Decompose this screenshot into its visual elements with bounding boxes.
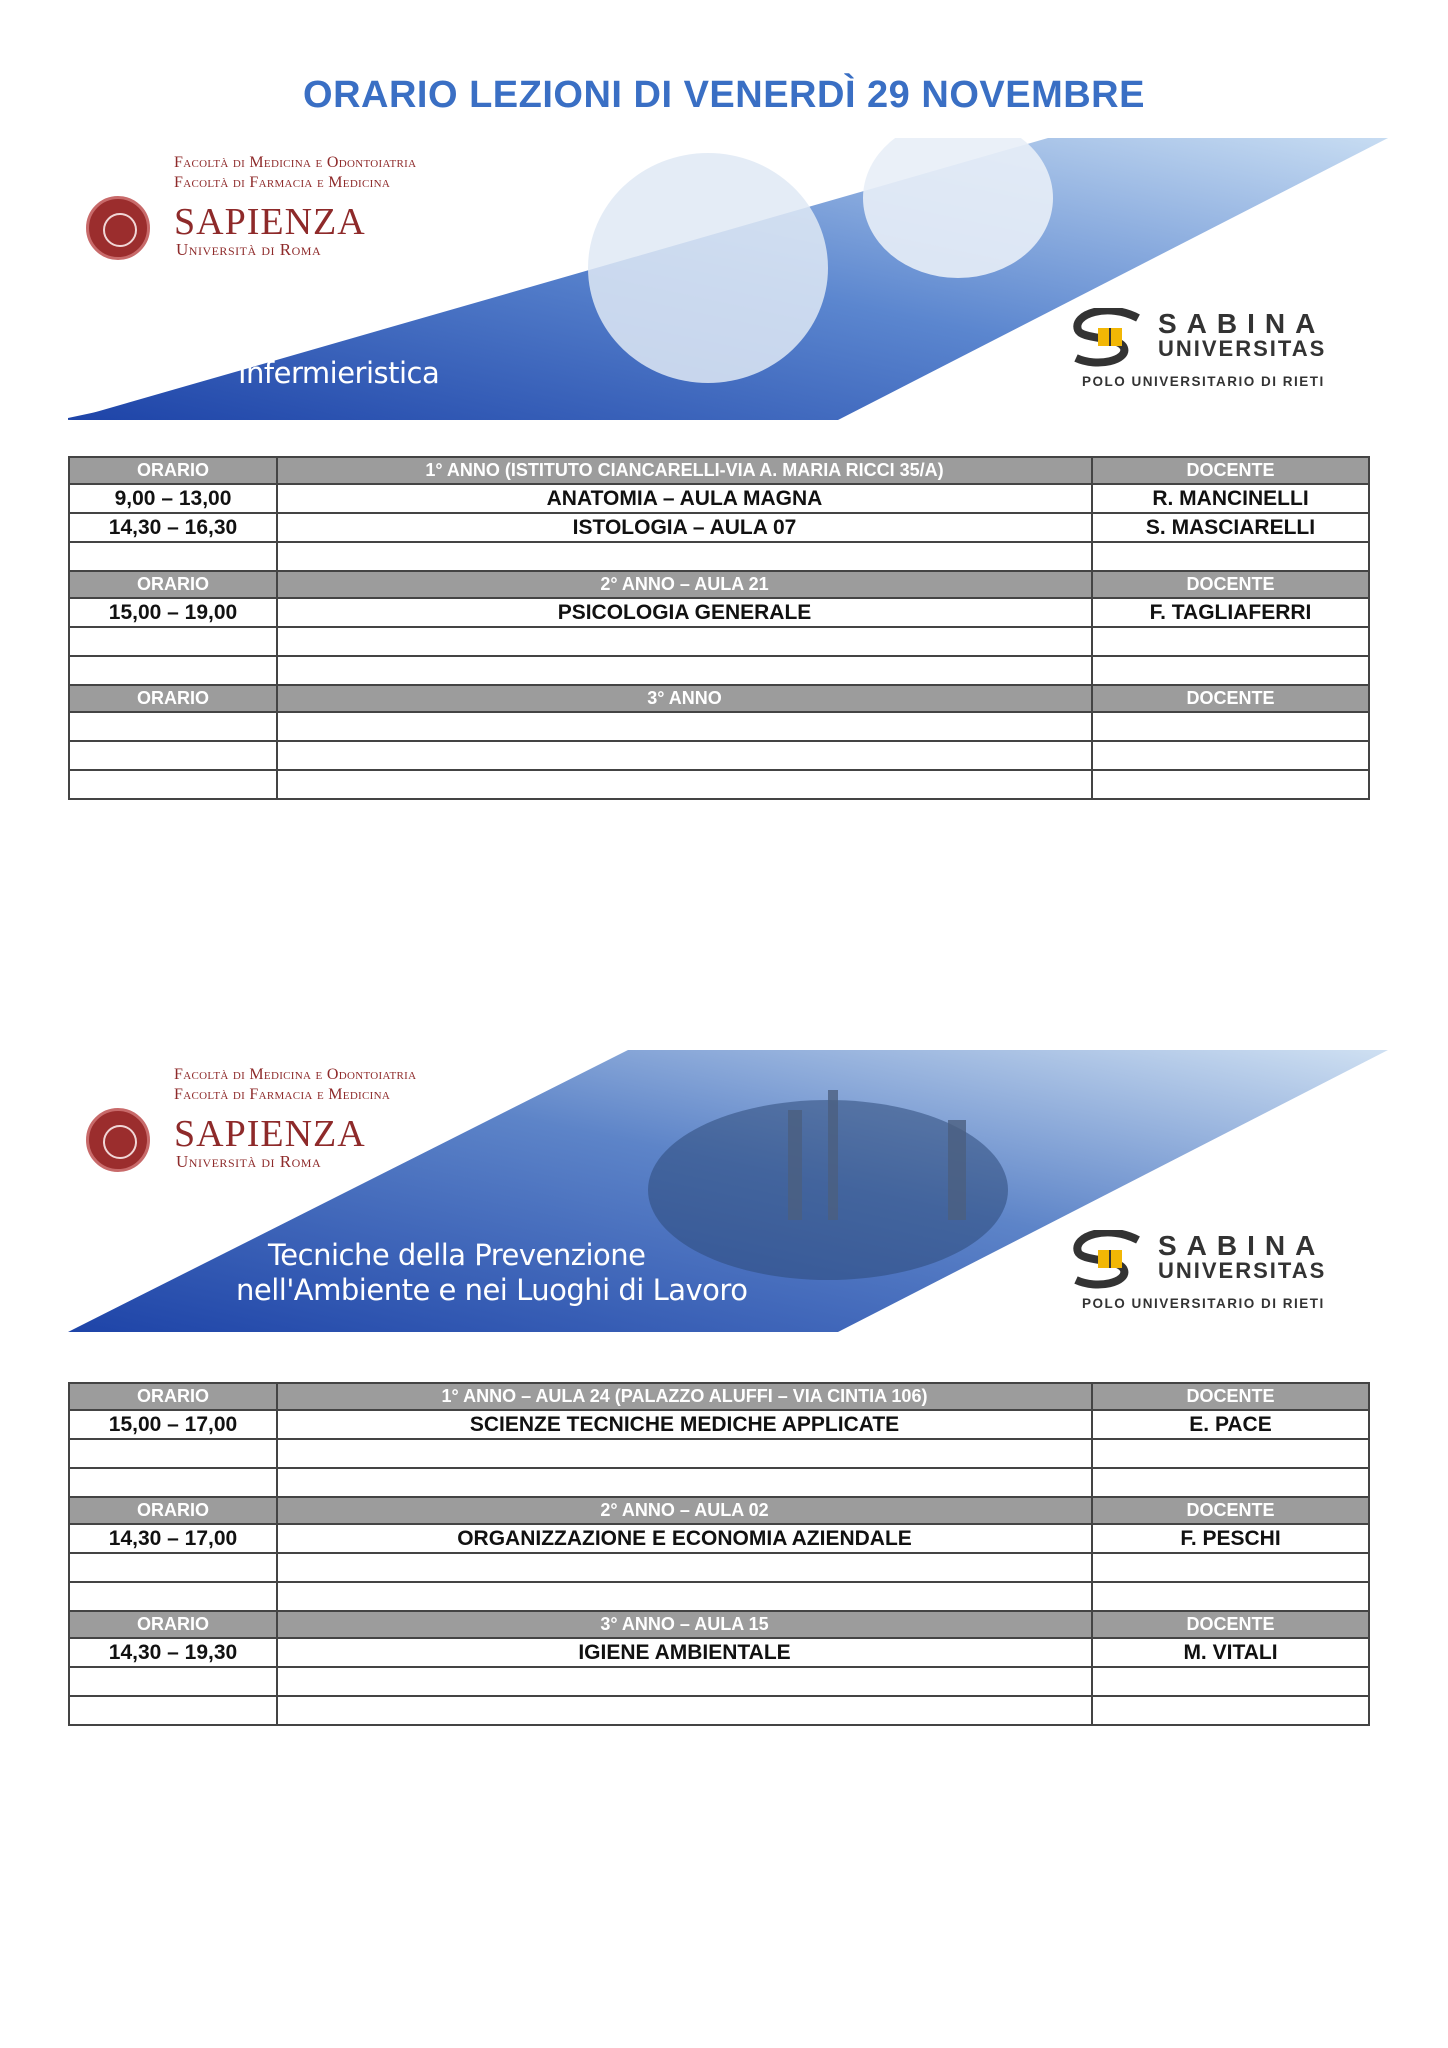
course-name-line-1: Tecniche della Prevenzione bbox=[268, 1238, 646, 1272]
time-cell: 14,30 – 17,00 bbox=[69, 1524, 277, 1553]
table-row bbox=[69, 484, 1369, 513]
time-cell: 14,30 – 19,30 bbox=[69, 1638, 277, 1667]
header-cell: DOCENTE bbox=[1092, 571, 1369, 598]
time-cell bbox=[69, 627, 277, 656]
table-row bbox=[69, 1553, 1369, 1582]
table-header-row bbox=[69, 1497, 1369, 1524]
header-cell: ORARIO bbox=[69, 457, 277, 484]
course-cell bbox=[277, 656, 1092, 685]
teacher-cell: M. VITALI bbox=[1092, 1638, 1369, 1667]
time-cell bbox=[69, 656, 277, 685]
course-cell bbox=[277, 1439, 1092, 1468]
sabina-title: SABINA bbox=[1158, 308, 1326, 339]
sabina-logo bbox=[1068, 308, 1378, 398]
sabina-title: SABINA bbox=[1158, 1230, 1326, 1261]
teacher-cell: S. MASCIARELLI bbox=[1092, 513, 1369, 542]
teacher-cell bbox=[1092, 1553, 1369, 1582]
table-row bbox=[69, 598, 1369, 627]
teacher-cell bbox=[1092, 1667, 1369, 1696]
header-cell: ORARIO bbox=[69, 1383, 277, 1410]
time-cell bbox=[69, 1553, 277, 1582]
teacher-cell: F. TAGLIAFERRI bbox=[1092, 598, 1369, 627]
teacher-cell bbox=[1092, 542, 1369, 571]
header-cell: 2° ANNO – AULA 02 bbox=[277, 1497, 1092, 1524]
course-cell bbox=[277, 1696, 1092, 1725]
time-cell bbox=[69, 712, 277, 741]
table-row bbox=[69, 1582, 1369, 1611]
faculty-line-1: Facoltà di Medicina e Odontoiatria bbox=[174, 1066, 417, 1083]
table-row bbox=[69, 656, 1369, 685]
sapienza-seal-icon bbox=[86, 1108, 150, 1172]
teacher-cell: R. MANCINELLI bbox=[1092, 484, 1369, 513]
header-cell: ORARIO bbox=[69, 1611, 277, 1638]
header-cell: ORARIO bbox=[69, 685, 277, 712]
time-cell: 9,00 – 13,00 bbox=[69, 484, 277, 513]
header-cell: 3° ANNO – AULA 15 bbox=[277, 1611, 1092, 1638]
header-cell: 2° ANNO – AULA 21 bbox=[277, 571, 1092, 598]
table-row bbox=[69, 1410, 1369, 1439]
course-name bbox=[238, 356, 439, 391]
teacher-cell bbox=[1092, 770, 1369, 799]
teacher-cell: E. PACE bbox=[1092, 1410, 1369, 1439]
teacher-cell: F. PESCHI bbox=[1092, 1524, 1369, 1553]
table-row bbox=[69, 741, 1369, 770]
time-cell bbox=[69, 741, 277, 770]
table-row bbox=[69, 770, 1369, 799]
teacher-cell bbox=[1092, 1468, 1369, 1497]
time-cell: 15,00 – 19,00 bbox=[69, 598, 277, 627]
time-cell: 14,30 – 16,30 bbox=[69, 513, 277, 542]
course-cell bbox=[277, 741, 1092, 770]
table-row bbox=[69, 1439, 1369, 1468]
course-cell bbox=[277, 712, 1092, 741]
banner-tecniche-prevenzione bbox=[68, 1050, 1388, 1332]
teacher-cell bbox=[1092, 1582, 1369, 1611]
header-cell: 1° ANNO (ISTITUTO CIANCARELLI-VIA A. MARIA RICCI 35/A) bbox=[277, 457, 1092, 484]
teacher-cell bbox=[1092, 1696, 1369, 1725]
time-cell bbox=[69, 1696, 277, 1725]
table-row bbox=[69, 1468, 1369, 1497]
table-row bbox=[69, 1667, 1369, 1696]
page-title: ORARIO LEZIONI DI VENERDÌ 29 NOVEMBRE bbox=[303, 74, 1145, 116]
course-cell bbox=[277, 770, 1092, 799]
table-header-row bbox=[69, 1383, 1369, 1410]
course-cell bbox=[277, 1582, 1092, 1611]
course-cell bbox=[277, 1468, 1092, 1497]
table-header-row bbox=[69, 457, 1369, 484]
sabina-book-icon bbox=[1068, 308, 1146, 368]
course-cell: ANATOMIA – AULA MAGNA bbox=[277, 484, 1092, 513]
time-cell bbox=[69, 1468, 277, 1497]
table-row bbox=[69, 627, 1369, 656]
table-row bbox=[69, 513, 1369, 542]
table-header-row bbox=[69, 685, 1369, 712]
table-row bbox=[69, 1638, 1369, 1667]
course-name-line-1: Infermieristica bbox=[238, 356, 440, 390]
header-cell: ORARIO bbox=[69, 1497, 277, 1524]
faculty-line-1: Facoltà di Medicina e Odontoiatria bbox=[174, 154, 417, 171]
course-cell: SCIENZE TECNICHE MEDICHE APPLICATE bbox=[277, 1410, 1092, 1439]
header-cell: 1° ANNO – AULA 24 (PALAZZO ALUFFI – VIA CINTIA 106) bbox=[277, 1383, 1092, 1410]
sabina-polo: POLO UNIVERSITARIO DI RIETI bbox=[1082, 1296, 1325, 1311]
teacher-cell bbox=[1092, 1439, 1369, 1468]
course-cell: PSICOLOGIA GENERALE bbox=[277, 598, 1092, 627]
sapienza-subtitle: Università di Roma bbox=[176, 240, 322, 259]
schedule-table-infermieristica bbox=[68, 456, 1370, 800]
faculty-line-2: Facoltà di Farmacia e Medicina bbox=[174, 1086, 391, 1103]
sabina-logo bbox=[1068, 1230, 1378, 1320]
header-cell: DOCENTE bbox=[1092, 1383, 1369, 1410]
table-header-row bbox=[69, 571, 1369, 598]
course-name bbox=[236, 1238, 747, 1308]
header-cell: DOCENTE bbox=[1092, 1497, 1369, 1524]
banner-infermieristica bbox=[68, 138, 1388, 420]
sapienza-name: SAPIENZA bbox=[174, 1113, 366, 1155]
time-cell bbox=[69, 1582, 277, 1611]
course-cell bbox=[277, 627, 1092, 656]
time-cell bbox=[69, 1439, 277, 1468]
time-cell: 15,00 – 17,00 bbox=[69, 1410, 277, 1439]
teacher-cell bbox=[1092, 627, 1369, 656]
table-header-row bbox=[69, 1611, 1369, 1638]
table-row bbox=[69, 542, 1369, 571]
course-name-line-2: nell'Ambiente e nei Luoghi di Lavoro bbox=[236, 1273, 748, 1307]
course-cell bbox=[277, 542, 1092, 571]
teacher-cell bbox=[1092, 712, 1369, 741]
course-cell bbox=[277, 1553, 1092, 1582]
sapienza-seal-icon bbox=[86, 196, 150, 260]
faculty-line-2: Facoltà di Farmacia e Medicina bbox=[174, 174, 391, 191]
header-cell: DOCENTE bbox=[1092, 457, 1369, 484]
sabina-polo: POLO UNIVERSITARIO DI RIETI bbox=[1082, 374, 1325, 389]
course-cell bbox=[277, 1667, 1092, 1696]
header-cell: DOCENTE bbox=[1092, 1611, 1369, 1638]
teacher-cell bbox=[1092, 656, 1369, 685]
course-cell: ORGANIZZAZIONE E ECONOMIA AZIENDALE bbox=[277, 1524, 1092, 1553]
table-row bbox=[69, 712, 1369, 741]
sabina-subtitle: UNIVERSITAS bbox=[1158, 1258, 1327, 1283]
table-row bbox=[69, 1696, 1369, 1725]
sapienza-subtitle: Università di Roma bbox=[176, 1152, 322, 1171]
course-cell: ISTOLOGIA – AULA 07 bbox=[277, 513, 1092, 542]
teacher-cell bbox=[1092, 741, 1369, 770]
sabina-subtitle: UNIVERSITAS bbox=[1158, 336, 1327, 361]
time-cell bbox=[69, 1667, 277, 1696]
header-cell: DOCENTE bbox=[1092, 685, 1369, 712]
time-cell bbox=[69, 770, 277, 799]
header-cell: 3° ANNO bbox=[277, 685, 1092, 712]
schedule-table-tecniche-prevenzione bbox=[68, 1382, 1370, 1726]
time-cell bbox=[69, 542, 277, 571]
course-cell: IGIENE AMBIENTALE bbox=[277, 1638, 1092, 1667]
sabina-book-icon bbox=[1068, 1230, 1146, 1290]
table-row bbox=[69, 1524, 1369, 1553]
sapienza-name: SAPIENZA bbox=[174, 201, 366, 243]
header-cell: ORARIO bbox=[69, 571, 277, 598]
